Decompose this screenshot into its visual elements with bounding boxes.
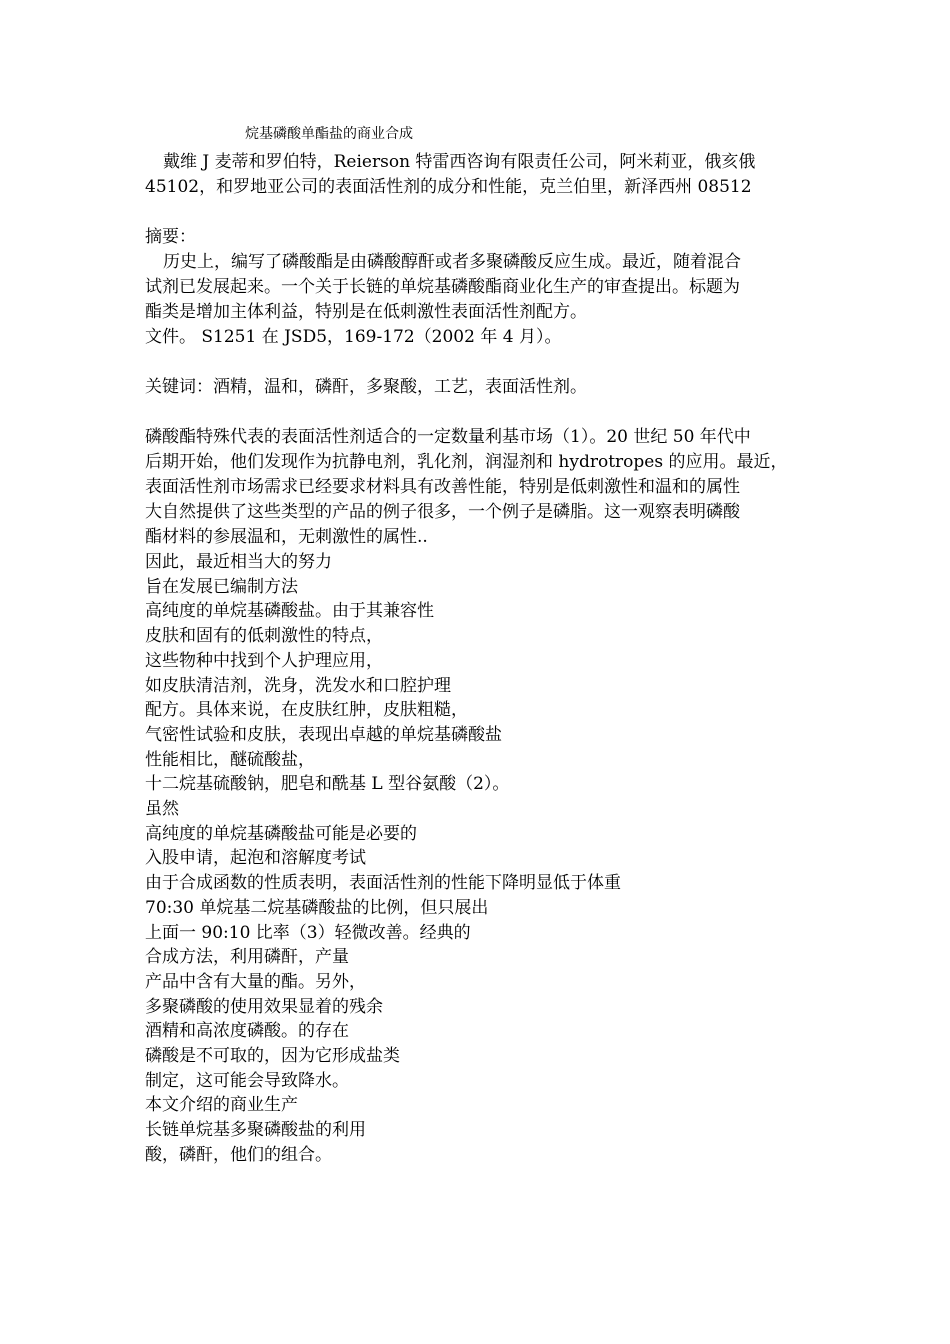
intro-line: 大自然提供了这些类型的产品的例子很多，一个例子是磷脂。这一观察表明磷酸 bbox=[145, 502, 740, 522]
spacer bbox=[145, 350, 815, 375]
body-line: 因此，最近相当大的努力 bbox=[145, 552, 332, 572]
spacer bbox=[145, 400, 815, 425]
body-line: 制定，这可能会导致降水。 bbox=[145, 1070, 349, 1091]
authors-line: 戴维 J 麦蒂和罗伯特，Reierson 特雷西咨询有限责任公司，阿米莉亚，俄亥俄 bbox=[163, 152, 756, 172]
body-line: 磷酸是不可取的，因为它形成盐类 bbox=[145, 1046, 400, 1067]
body-line: 高纯度的单烷基磷酸盐。由于其兼容性 bbox=[145, 601, 434, 622]
body-line: 如皮肤清洁剂，洗身，洗发水和口腔护理 bbox=[145, 675, 451, 696]
body-line: 70:30 单烷基二烷基磷酸盐的比例，但只展出 bbox=[145, 897, 489, 918]
body-line: 长链单烷基多聚磷酸盐的利用 bbox=[145, 1120, 366, 1141]
body-line: 旨在发展已编制方法 bbox=[145, 576, 298, 597]
abstract-line: 酯类是增加主体利益，特别是在低刺激性表面活性剂配方。 bbox=[145, 302, 587, 322]
body-lines bbox=[145, 550, 815, 1168]
document-title: 烷基磷酸单酯盐的商业合成 bbox=[245, 126, 413, 142]
body-line: 入股申请，起泡和溶解度考试 bbox=[145, 848, 366, 869]
spacer bbox=[145, 200, 815, 225]
abstract-line: 试剂已发展起来。一个关于长链的单烷基磷酸酯商业化生产的审查提出。标题为 bbox=[145, 277, 740, 297]
body-line: 皮肤和固有的低刺激性的特点， bbox=[145, 626, 383, 647]
authors-line: 45102，和罗地亚公司的表面活性剂的成分和性能，克兰伯里，新泽西州 08512 bbox=[145, 177, 752, 197]
body-line: 配方。具体来说，在皮肤红肿，皮肤粗糙， bbox=[145, 700, 468, 721]
intro-paragraph bbox=[145, 425, 815, 550]
keywords: 关键词：酒精，温和，磷酐，多聚酸，工艺，表面活性剂。 bbox=[145, 377, 587, 397]
body-line: 上面一 90:10 比率（3）轻微改善。经典的 bbox=[145, 922, 471, 943]
intro-line: 磷酸酯特殊代表的表面活性剂适合的一定数量利基市场（1）。20 世纪 50 年代中 bbox=[145, 427, 751, 447]
intro-line: 表面活性剂市场需求已经要求材料具有改善性能，特别是低刺激性和温和的属性 bbox=[145, 477, 740, 497]
abstract-heading: 摘要： bbox=[145, 227, 196, 247]
document-page bbox=[145, 124, 815, 1168]
body-line: 由于合成函数的性质表明，表面活性剂的性能下降明显低于体重 bbox=[145, 873, 621, 894]
body-line: 这些物种中找到个人护理应用， bbox=[145, 650, 383, 671]
intro-line: 酯材料的参展温和，无刺激性的属性.. bbox=[145, 527, 428, 547]
body-line: 高纯度的单烷基磷酸盐可能是必要的 bbox=[145, 823, 417, 844]
body-line: 本文介绍的商业生产 bbox=[145, 1095, 298, 1116]
body-line: 合成方法，利用磷酐，产量 bbox=[145, 947, 349, 968]
intro-line: 后期开始，他们发现作为抗静电剂，乳化剂，润湿剂和 hydrotropes 的应用。最近， bbox=[145, 452, 788, 472]
body-line: 产品中含有大量的酯。另外， bbox=[145, 971, 366, 992]
body-line: 酒精和高浓度磷酸。的存在 bbox=[145, 1021, 349, 1042]
body-line: 十二烷基硫酸钠，肥皂和酰基 L 型谷氨酸（2）。 bbox=[145, 774, 510, 795]
body-line: 性能相比，醚硫酸盐， bbox=[145, 749, 315, 770]
body-line: 虽然 bbox=[145, 799, 179, 820]
citation: 文件。 S1251 在 JSD5，169-172（2002 年 4 月）。 bbox=[145, 327, 562, 347]
body-line: 气密性试验和皮肤，表现出卓越的单烷基磷酸盐 bbox=[145, 724, 502, 745]
body-line: 多聚磷酸的使用效果显着的残余 bbox=[145, 996, 383, 1017]
abstract-line: 历史上，编写了磷酸酯是由磷酸醇酐或者多聚磷酸反应生成。最近，随着混合 bbox=[163, 252, 741, 272]
body-line: 酸，磷酐，他们的组合。 bbox=[145, 1144, 332, 1165]
